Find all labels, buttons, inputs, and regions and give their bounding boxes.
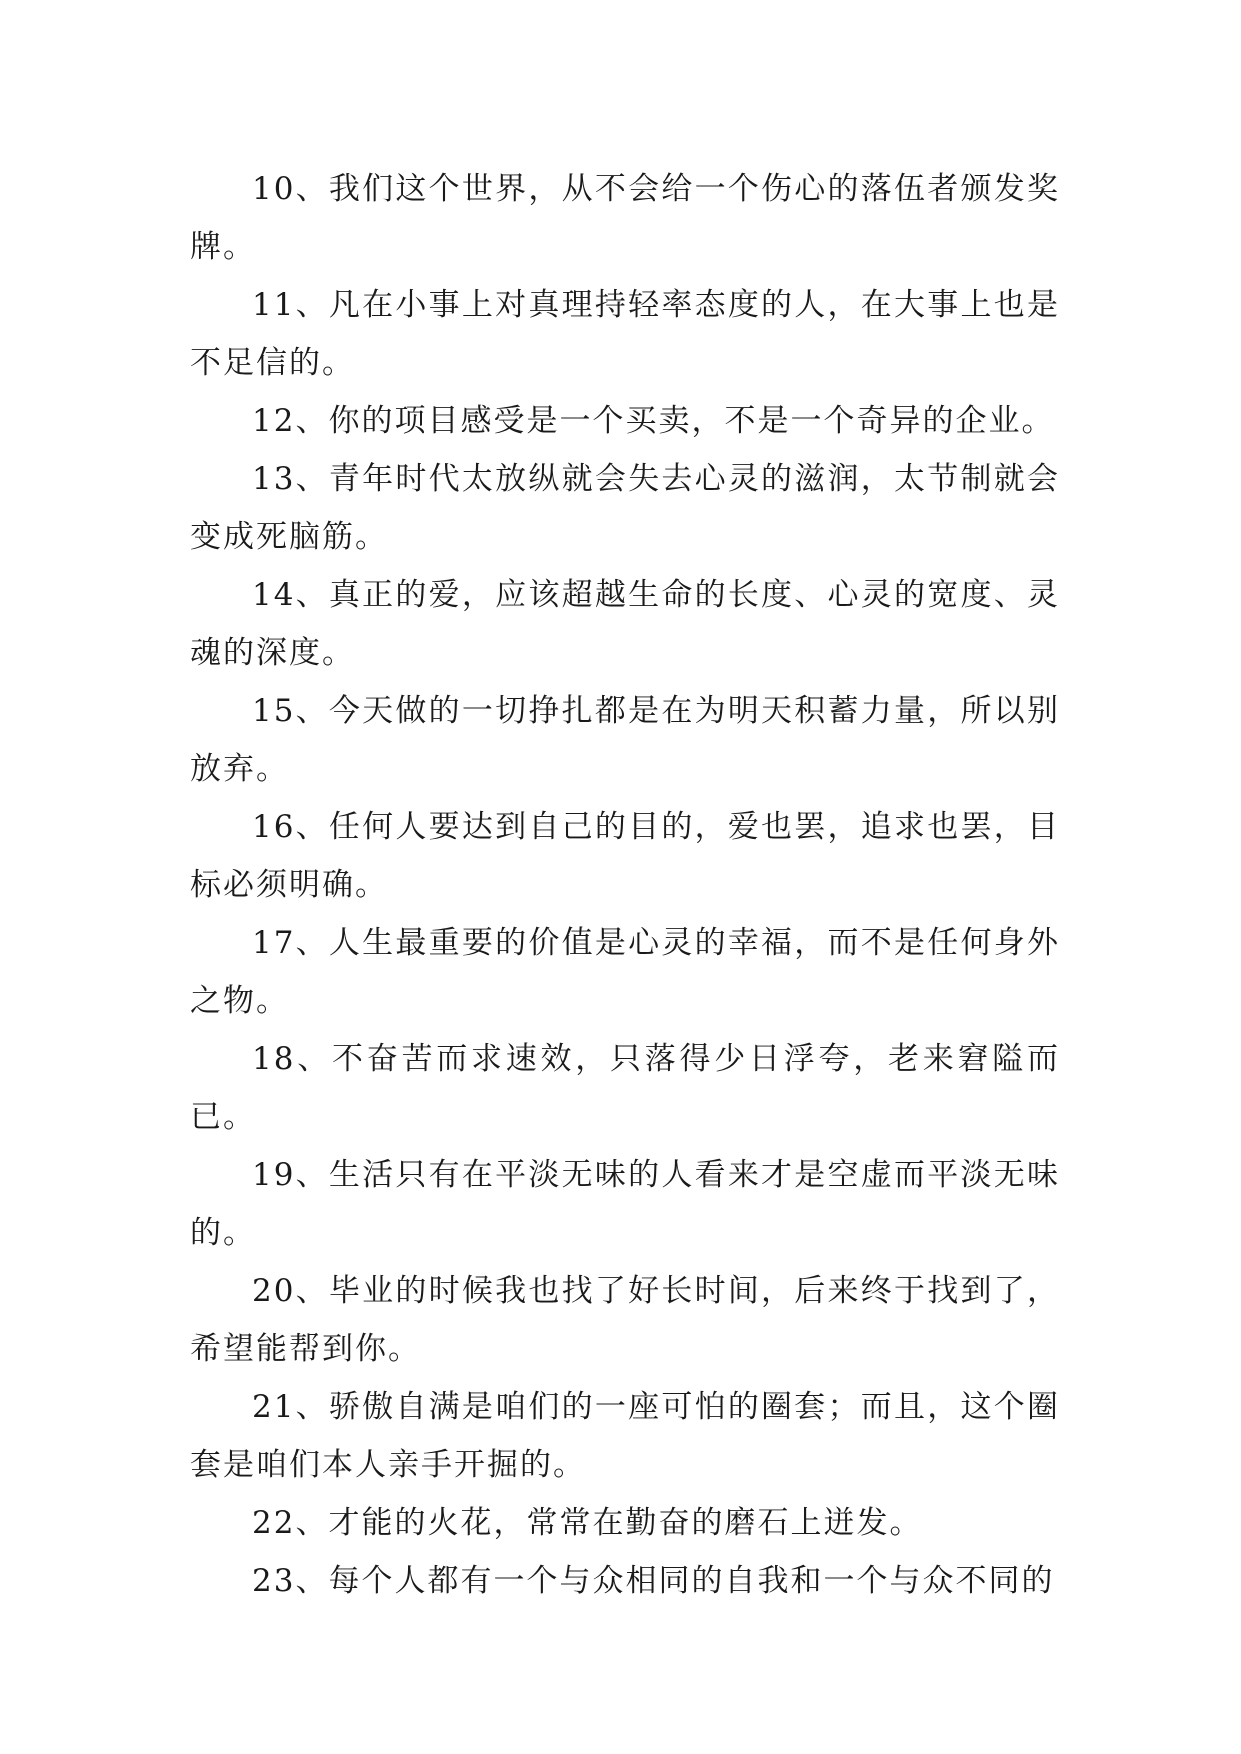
quote-paragraph-16: 16、任何人要达到自己的目的，爱也罢，追求也罢，目标必须明确。	[190, 809, 1060, 903]
quote-paragraph-11: 11、凡在小事上对真理持轻率态度的人，在大事上也是不足信的。	[190, 287, 1060, 381]
quote-paragraph-10: 10、我们这个世界，从不会给一个伤心的落伍者颁发奖牌。	[190, 171, 1060, 265]
quote-paragraph-13: 13、青年时代太放纵就会失去心灵的滋润，太节制就会变成死脑筋。	[190, 461, 1060, 555]
quote-paragraph-14: 14、真正的爱，应该超越生命的长度、心灵的宽度、灵魂的深度。	[190, 577, 1060, 671]
quote-paragraph-22: 22、才能的火花，常常在勤奋的磨石上迸发。	[252, 1505, 923, 1541]
quote-paragraph-21: 21、骄傲自满是咱们的一座可怕的圈套；而且，这个圈套是咱们本人亲手开掘的。	[190, 1389, 1060, 1483]
quote-paragraph-12: 12、你的项目感受是一个买卖，不是一个奇异的企业。	[252, 403, 1055, 439]
quote-paragraph-15: 15、今天做的一切挣扎都是在为明天积蓄力量，所以别放弃。	[190, 693, 1060, 787]
quote-paragraph-20: 20、毕业的时候我也找了好长时间，后来终于找到了，希望能帮到你。	[190, 1273, 1060, 1367]
quote-paragraph-17: 17、人生最重要的价值是心灵的幸福，而不是任何身外之物。	[190, 925, 1060, 1019]
quote-list	[190, 160, 1060, 1610]
quote-paragraph-23: 23、每个人都有一个与众相同的自我和一个与众不同的	[252, 1563, 1055, 1599]
quote-paragraph-18: 18、不奋苦而求速效，只落得少日浮夸，老来窘隘而已。	[190, 1041, 1060, 1135]
quote-paragraph-19: 19、生活只有在平淡无味的人看来才是空虚而平淡无味的。	[190, 1157, 1060, 1251]
